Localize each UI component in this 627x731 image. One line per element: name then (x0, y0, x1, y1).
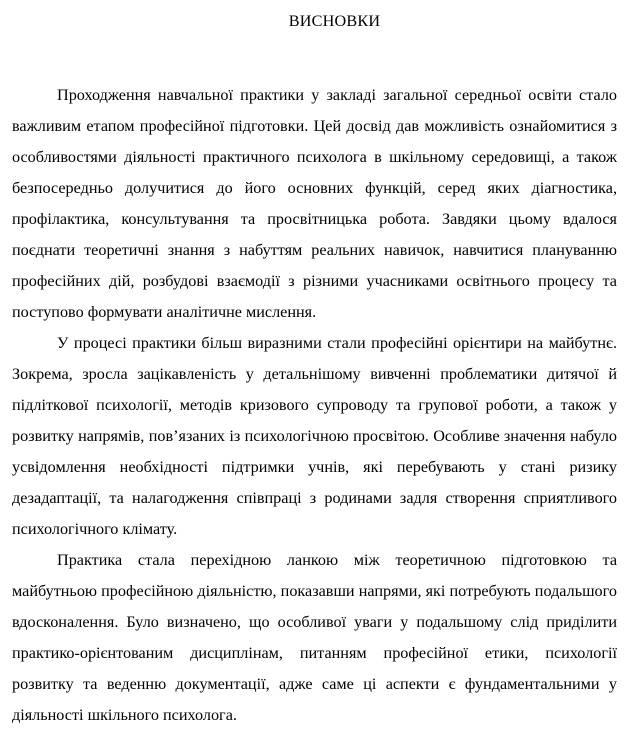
paragraph-2: У процесі практики більш виразними стали професійні орієнтири на майбутнє. Зокрема, зросла зацікавленість у детальнішому вивченні проблематики дитячої й підліткової психології, методів кризового супроводу та групової роботи, а також у розвитку напрямів, пов’язаних із психологічною просвітою. Особливе значення набуло усвідомлення необхідності підтримки учнів, які перебувають у стані ризику дезадаптації, та налагодження співпраці з родинами задля створення сприятливого психологічного клімату. (12, 334, 617, 538)
page-title: ВИСНОВКИ (288, 12, 381, 30)
title-spacing (12, 33, 617, 80)
paragraph-1: Проходження навчальної практики у закладі загальної середньої освіти стало важливим етапом професійної підготовки. Цей досвід дав можливість ознайомитися з особливостями діяльності практичного психолога в шкільному середовищі, а також безпосередньо долучитися до його основних функцій, серед яких діагностика, профілактика, консультування та просвітницька робота. Завдяки цьому вдалося поєднати теоретичні знання з набуттям реальних навичок, навчитися плануванню професійних дій, розбудові взаємодії з різними учасниками освітнього процесу та поступово формувати аналітичне мислення. (12, 86, 617, 321)
paragraph-3: Практика стала перехідною ланкою між теоретичною підготовкою та майбутньою професійною діяльністю, показавши напрями, які потребують подальшого вдосконалення. Було визначено, що особливої уваги у подальшому слід приділити практико-орієнтованим дисциплінам, питанням професійної етики, психології розвитку та веденню документації, адже саме ці аспекти є фундаментальними у діяльності шкільного психолога. (12, 551, 617, 724)
